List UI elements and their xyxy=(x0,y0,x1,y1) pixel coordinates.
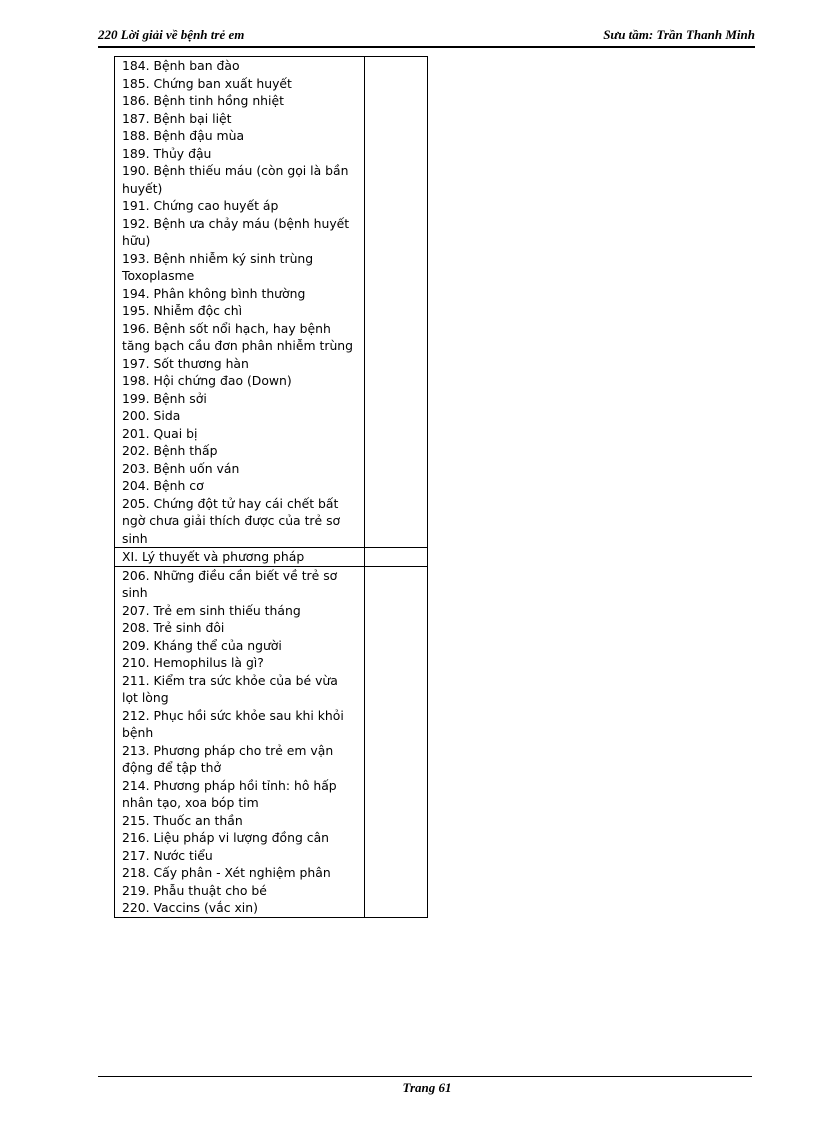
toc-line: 204. Bệnh cơ xyxy=(122,478,204,493)
page-header xyxy=(98,27,755,45)
toc-entries-cell xyxy=(115,57,365,548)
toc-line: sinh xyxy=(122,585,148,600)
toc-line: 217. Nước tiểu xyxy=(122,847,213,863)
toc-row xyxy=(115,566,428,917)
toc-line: 193. Bệnh nhiễm ký sinh trùng xyxy=(122,250,314,266)
toc-section-cell xyxy=(115,548,365,567)
header-divider xyxy=(98,46,755,48)
toc-line: 203. Bệnh uốn ván xyxy=(122,460,240,476)
toc-line: 197. Sốt thương hàn xyxy=(122,355,249,371)
section-heading: XI. Lý thuyết và phương pháp xyxy=(122,549,305,564)
toc-line: 208. Trẻ sinh đôi xyxy=(122,620,225,635)
toc-line: 188. Bệnh đậu mùa xyxy=(122,128,245,143)
toc-line: 215. Thuốc an thần xyxy=(122,812,243,828)
toc-line: lọt lòng xyxy=(122,690,169,705)
toc-line: 185. Chứng ban xuất huyết xyxy=(122,75,292,91)
toc-line: 186. Bệnh tinh hồng nhiệt xyxy=(122,93,284,108)
toc-row xyxy=(115,57,428,548)
toc-page-cell xyxy=(364,566,427,917)
toc-line: 192. Bệnh ưa chảy máu (bệnh huyết xyxy=(122,215,350,231)
toc-line: 198. Hội chứng đao (Down) xyxy=(122,373,292,388)
toc-line: động để tập thở xyxy=(122,760,222,775)
toc-entries-cell xyxy=(115,566,365,917)
toc-section-row xyxy=(115,548,428,567)
toc-line: 212. Phục hồi sức khỏe sau khi khỏi xyxy=(122,707,344,723)
toc-line: 199. Bệnh sởi xyxy=(122,390,207,406)
toc-line: 196. Bệnh sốt nổi hạch, hay bệnh xyxy=(122,320,331,336)
toc-line: Toxoplasme xyxy=(122,268,195,283)
footer-divider xyxy=(98,1076,752,1077)
toc-line: 209. Kháng thể của người xyxy=(122,637,282,653)
toc-line: 219. Phẫu thuật cho bé xyxy=(122,882,267,898)
toc-line: 187. Bệnh bại liệt xyxy=(122,110,232,126)
toc-page-cell xyxy=(364,548,427,567)
toc-line: 190. Bệnh thiếu máu (còn gọi là bần xyxy=(122,163,349,178)
table-of-contents xyxy=(114,56,428,918)
toc-line: 200. Sida xyxy=(122,408,181,423)
toc-line: 214. Phương pháp hồi tỉnh: hô hấp xyxy=(122,777,337,793)
toc-line: 195. Nhiễm độc chì xyxy=(122,303,243,318)
toc-line: 207. Trẻ em sinh thiếu tháng xyxy=(122,602,301,618)
toc-line: sinh xyxy=(122,530,148,546)
page-footer xyxy=(0,1080,816,1096)
toc-line: 205. Chứng đột tử hay cái chết bất xyxy=(122,495,339,511)
toc-line: 216. Liệu pháp vi lượng đồng cân xyxy=(122,830,330,845)
toc-page-cell xyxy=(364,57,427,548)
toc-line: nhân tạo, xoa bóp tim xyxy=(122,795,259,810)
toc-line: 191. Chứng cao huyết áp xyxy=(122,198,279,213)
toc-line: ngờ chưa giải thích được của trẻ sơ xyxy=(122,513,341,528)
toc-line: 213. Phương pháp cho trẻ em vận xyxy=(122,742,334,758)
toc-line: 218. Cấy phân - Xét nghiệm phân xyxy=(122,865,331,880)
toc-line: 210. Hemophilus là gì? xyxy=(122,655,264,670)
toc-line: 201. Quai bị xyxy=(122,425,198,441)
toc-line: 194. Phân không bình thường xyxy=(122,285,306,301)
toc-line: tăng bạch cầu đơn phân nhiễm trùng xyxy=(122,338,354,353)
toc-line: 206. Những điều cần biết về trẻ sơ xyxy=(122,567,338,583)
toc-line: huyết) xyxy=(122,180,163,196)
toc-line: bệnh xyxy=(122,725,154,740)
toc-line: 202. Bệnh thấp xyxy=(122,443,218,458)
toc-line: 211. Kiểm tra sức khỏe của bé vừa xyxy=(122,672,338,688)
page-number: Trang 61 xyxy=(402,1080,452,1095)
header-author: Sưu tầm: Trần Thanh Minh xyxy=(603,27,755,42)
toc-line: hữu) xyxy=(122,233,151,248)
toc-line: 220. Vaccins (vắc xin) xyxy=(122,900,258,915)
toc-line: 184. Bệnh ban đào xyxy=(122,58,240,73)
toc-line: 189. Thủy đậu xyxy=(122,145,212,161)
header-book-title: 220 Lời giải về bệnh trẻ em xyxy=(98,27,245,42)
